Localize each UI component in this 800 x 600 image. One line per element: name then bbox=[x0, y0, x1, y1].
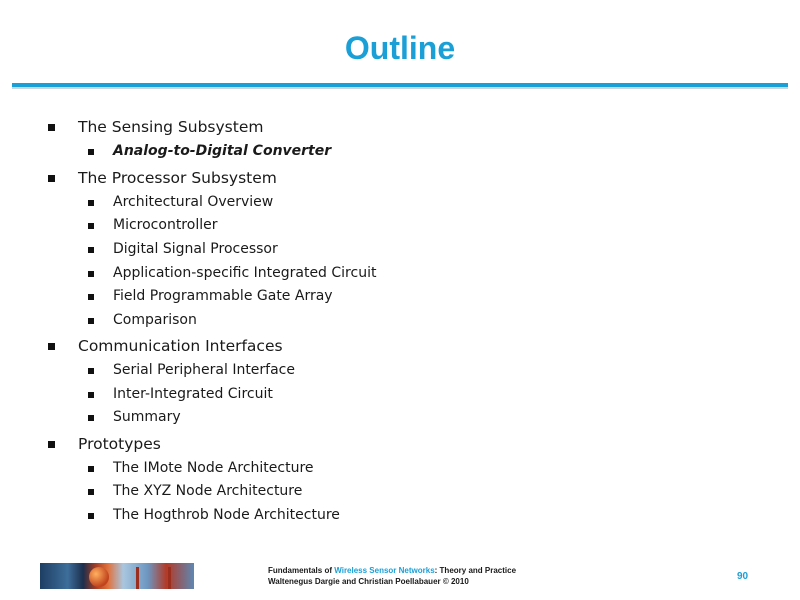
outline-subitem bbox=[113, 312, 197, 328]
slide-title: Outline bbox=[344, 30, 456, 66]
outline-item-label: The Sensing Subsystem bbox=[78, 118, 264, 136]
outline-subitem-label: Inter-Integrated Circuit bbox=[113, 386, 273, 402]
outline-subitem-label: Summary bbox=[113, 409, 181, 425]
footer-prefix: Fundamentals of bbox=[268, 566, 335, 575]
outline-subitem bbox=[113, 386, 273, 402]
outline-item bbox=[78, 169, 277, 187]
square-bullet-icon bbox=[88, 200, 94, 206]
footer-line-2: Waltenegus Dargie and Christian Poellabauer © 2010 bbox=[268, 577, 469, 586]
footer-suffix: : Theory and Practice bbox=[434, 566, 517, 575]
outline-subitem-label: Digital Signal Processor bbox=[113, 241, 278, 257]
square-bullet-icon bbox=[88, 318, 94, 324]
outline-subitem-label: Comparison bbox=[113, 312, 197, 328]
bridge-tower-shape bbox=[136, 567, 139, 589]
outline-subitem bbox=[113, 362, 295, 378]
outline-subitem-label: The Hogthrob Node Architecture bbox=[113, 507, 340, 523]
square-bullet-icon bbox=[88, 466, 94, 472]
outline-item bbox=[78, 435, 161, 453]
outline-subitem bbox=[113, 217, 217, 233]
outline-subitem bbox=[113, 194, 273, 210]
square-bullet-icon bbox=[88, 223, 94, 229]
bridge-collage-image bbox=[40, 563, 194, 589]
outline-subitem bbox=[113, 143, 331, 159]
outline-subitem-label: Analog-to-Digital Converter bbox=[113, 143, 332, 159]
footer-credits bbox=[268, 565, 516, 587]
outline-subitem-label: The IMote Node Architecture bbox=[113, 460, 314, 476]
outline-subitem-label: Application-specific Integrated Circuit bbox=[113, 265, 377, 281]
square-bullet-icon bbox=[88, 392, 94, 398]
footer-line-1 bbox=[268, 565, 516, 576]
footer-highlight: Wireless Sensor Networks bbox=[334, 566, 435, 575]
outline-item bbox=[78, 118, 263, 136]
outline-subitem bbox=[113, 288, 333, 304]
square-bullet-icon bbox=[48, 441, 55, 448]
square-bullet-icon bbox=[48, 175, 55, 182]
outline-item-label: Communication Interfaces bbox=[78, 337, 283, 355]
outline-subitem bbox=[113, 507, 340, 523]
outline-item-label: Prototypes bbox=[78, 435, 161, 453]
square-bullet-icon bbox=[88, 271, 94, 277]
outline-subitem-label: Microcontroller bbox=[113, 217, 218, 233]
page-number: 90 bbox=[737, 571, 749, 582]
square-bullet-icon bbox=[88, 149, 94, 155]
outline-subitem bbox=[113, 483, 302, 499]
outline-item bbox=[78, 337, 283, 355]
outline-subitem-label: The XYZ Node Architecture bbox=[113, 483, 303, 499]
square-bullet-icon bbox=[88, 368, 94, 374]
outline-subitem bbox=[113, 241, 278, 257]
outline-subitem-label: Field Programmable Gate Array bbox=[113, 288, 333, 304]
outline-subitem-label: Architectural Overview bbox=[113, 194, 274, 210]
square-bullet-icon bbox=[88, 489, 94, 495]
bridge-tower-shape bbox=[168, 567, 171, 589]
square-bullet-icon bbox=[88, 513, 94, 519]
outline-subitem bbox=[113, 265, 376, 281]
sensor-cap-shape bbox=[89, 567, 109, 587]
outline-subitem bbox=[113, 409, 181, 425]
square-bullet-icon bbox=[88, 247, 94, 253]
square-bullet-icon bbox=[48, 124, 55, 131]
outline-item-label: The Processor Subsystem bbox=[78, 169, 277, 187]
square-bullet-icon bbox=[48, 343, 55, 350]
outline-subitem bbox=[113, 460, 314, 476]
outline-subitem-label: Serial Peripheral Interface bbox=[113, 362, 295, 378]
square-bullet-icon bbox=[88, 415, 94, 421]
square-bullet-icon bbox=[88, 294, 94, 300]
